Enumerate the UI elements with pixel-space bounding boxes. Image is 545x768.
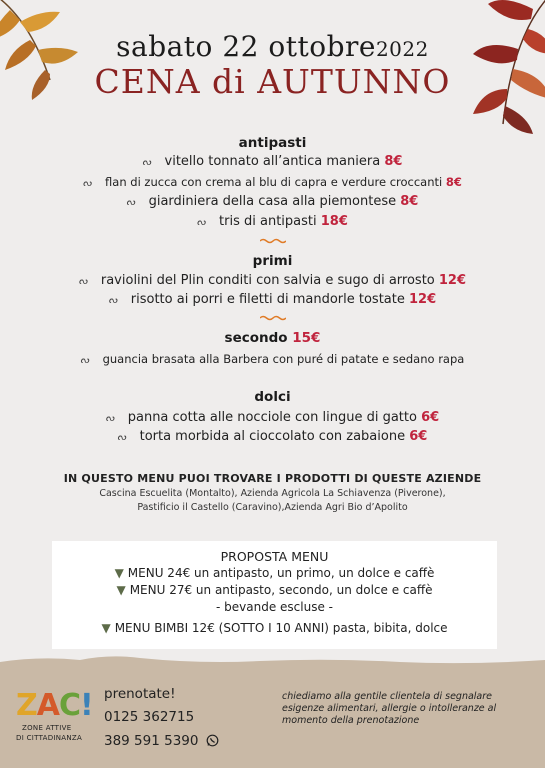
phone-number-whatsapp[interactable] bbox=[104, 733, 219, 749]
menu-item-price: 6€ bbox=[409, 429, 428, 444]
menu-label: MENU BIMBI 12€ (SOTTO I 10 ANNI) bbox=[114, 621, 329, 635]
menu-item-text: vitello tonnato all’antica maniera bbox=[164, 154, 385, 169]
menu-item-text: raviolini del Plin conditi con salvia e sugo di arrosto bbox=[100, 273, 439, 288]
proposta-line bbox=[52, 621, 497, 635]
producers-heading: IN QUESTO MENU PUOI TROVARE I PRODOTTI DI QUESTE AZIENDE bbox=[63, 472, 482, 485]
ornament-icon: ᔓ bbox=[83, 178, 92, 189]
ornament-icon: ᔓ bbox=[105, 413, 114, 424]
proposta-line bbox=[52, 566, 497, 580]
logo-subtitle: ZONE ATTIVE bbox=[22, 724, 72, 732]
menu-label: MENU 24€ bbox=[127, 566, 191, 580]
logo-letter: Z bbox=[16, 688, 37, 723]
logo-text bbox=[16, 688, 93, 723]
wave-divider bbox=[260, 315, 286, 321]
wave-divider bbox=[260, 238, 286, 244]
phone-number[interactable]: 0125 362715 bbox=[104, 709, 195, 725]
logo-letter: A bbox=[36, 688, 59, 723]
allergy-note: chiediamo alla gentile clientela di segnalare esigenze alimentari, allergie o intolleranze al momento della prenotazione bbox=[282, 691, 497, 726]
menu-item-text: risotto ai porri e filetti di mandorle tostate bbox=[130, 292, 409, 307]
ornament-icon: ᔓ bbox=[108, 295, 117, 306]
proposta-line bbox=[52, 583, 497, 597]
menu-item-text: torta morbida al cioccolato con zabaione bbox=[139, 429, 410, 444]
drinks-note: - bevande escluse - bbox=[216, 600, 333, 614]
menu-desc: pasta, bibita, dolce bbox=[328, 621, 448, 635]
menu-desc: un antipasto, secondo, un dolce e caffè bbox=[192, 583, 433, 597]
menu-item-price: 12€ bbox=[438, 273, 467, 288]
menu-item-price: 8€ bbox=[445, 175, 462, 189]
menu-item bbox=[0, 273, 545, 288]
menu-item-text: guancia brasata alla Barbera con puré di patate e sedano rapa bbox=[102, 352, 465, 366]
logo-letter: C bbox=[58, 688, 81, 723]
menu-desc: un antipasto, un primo, un dolce e caffè bbox=[190, 566, 435, 580]
ornament-icon: ᔓ bbox=[78, 276, 87, 287]
section-heading-text: secondo bbox=[224, 330, 293, 346]
ornament-icon: ᔓ bbox=[142, 157, 151, 168]
logo-subtitle: DI CITTADINANZA bbox=[16, 734, 83, 742]
menu-label: MENU 27€ bbox=[129, 583, 193, 597]
menu-item bbox=[0, 429, 545, 444]
section-heading-dolci: dolci bbox=[254, 389, 291, 405]
menu-item bbox=[0, 292, 545, 307]
ornament-icon: ᔓ bbox=[126, 197, 135, 208]
section-price: 15€ bbox=[292, 330, 321, 346]
menu-item-price: 18€ bbox=[320, 214, 348, 229]
producers-line: Pastificio il Castello (Caravino),Azienda Agri Bio d’Apolito bbox=[137, 502, 408, 513]
menu-item-price: 6€ bbox=[421, 410, 440, 425]
menu-item bbox=[0, 154, 545, 169]
section-heading-secondo bbox=[0, 330, 545, 346]
logo-letter: ! bbox=[80, 688, 93, 723]
ornament-icon: ᔓ bbox=[197, 217, 206, 228]
menu-item-text: flan di zucca con crema al blu di capra e verdure croccanti bbox=[105, 175, 446, 189]
menu-item bbox=[0, 175, 545, 189]
menu-item bbox=[0, 194, 545, 209]
ornament-icon: ᔓ bbox=[117, 432, 126, 443]
zac-logo bbox=[16, 688, 98, 758]
menu-item bbox=[0, 410, 545, 425]
triangle-down-icon: ▼ bbox=[114, 566, 124, 580]
menu-item bbox=[0, 352, 545, 366]
whatsapp-icon bbox=[206, 734, 219, 747]
menu-item-price: 8€ bbox=[400, 194, 419, 209]
menu-item bbox=[0, 214, 545, 229]
proposta-title: PROPOSTA MENU bbox=[220, 549, 329, 564]
triangle-down-icon: ▼ bbox=[116, 583, 126, 597]
event-year: 2022 bbox=[375, 37, 429, 61]
event-title: CENA di AUTUNNO bbox=[94, 62, 451, 101]
menu-item-text: tris di antipasti bbox=[219, 214, 321, 229]
event-date-text: sabato 22 ottobre bbox=[116, 30, 376, 63]
booking-label: prenotate! bbox=[104, 686, 176, 702]
ornament-icon: ᔓ bbox=[80, 355, 89, 366]
menu-item-price: 8€ bbox=[384, 154, 403, 169]
event-date bbox=[0, 30, 545, 63]
section-heading-primi: primi bbox=[252, 253, 293, 269]
phone-number-text: 389 591 5390 bbox=[104, 733, 199, 749]
menu-item-text: giardiniera della casa alla piemontese bbox=[148, 194, 401, 209]
triangle-down-icon: ▼ bbox=[101, 621, 111, 635]
section-heading-antipasti: antipasti bbox=[238, 135, 307, 151]
menu-item-text: panna cotta alle nocciole con lingue di gatto bbox=[127, 410, 422, 425]
menu-item-price: 12€ bbox=[409, 292, 437, 307]
producers-line: Cascina Escuelita (Montalto), Azienda Agricola La Schiavenza (Piverone), bbox=[99, 488, 446, 499]
